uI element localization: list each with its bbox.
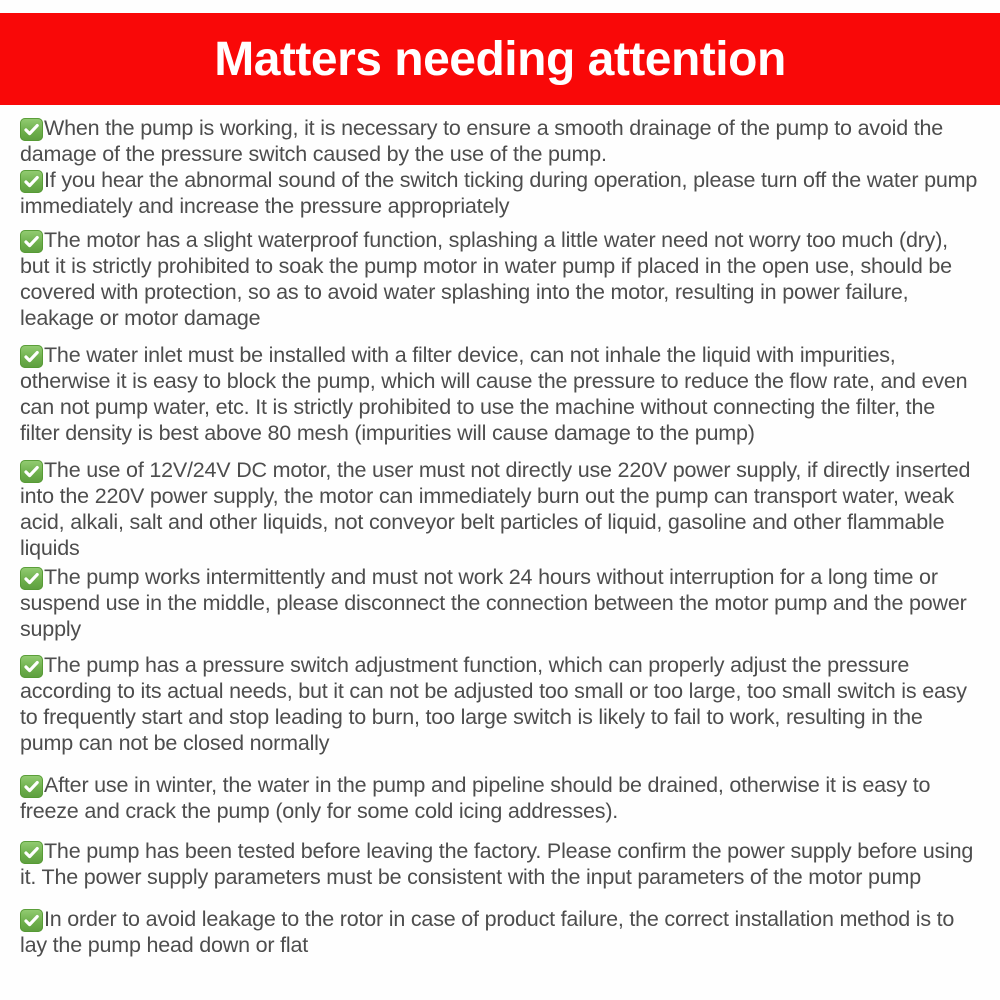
page-title: Matters needing attention	[214, 32, 786, 86]
green-check-icon	[20, 909, 43, 932]
header-banner	[0, 13, 1000, 105]
notes-list	[0, 105, 1000, 958]
note-text: The water inlet must be installed with a filter device, can not inhale the liquid with impurities, otherwise it is easy to block the pump, which will cause the pressure to reduce the flow rate, and even can not pump water, etc. It is strictly prohibited to use the machine without connecting the filter, the filter density is best above 80 mesh (impurities will cause damage to the pump)	[20, 343, 968, 445]
note-text: The use of 12V/24V DC motor, the user must not directly use 220V power supply, if directly inserted into the 220V power supply, the motor can immediately burn out the pump can transport water, weak acid, alkali, salt and other liquids, not conveyor belt particles of liquid, gasoline and other flammable liquids	[20, 458, 971, 560]
note-item	[20, 457, 980, 561]
green-check-icon	[20, 841, 43, 864]
note-text: If you hear the abnormal sound of the switch ticking during operation, please turn off the water pump immediately and increase the pressure appropriately	[20, 168, 978, 218]
green-check-icon	[20, 775, 43, 798]
note-item	[20, 167, 980, 219]
note-text: The pump works intermittently and must not work 24 hours without interruption for a long time or suspend use in the middle, please disconnect the connection between the motor pump and the power supply	[20, 565, 967, 641]
note-item	[20, 342, 980, 446]
note-text: The motor has a slight waterproof function, splashing a little water need not worry too much (dry), but it is strictly prohibited to soak the pump motor in water pump if placed in the open use, should be covered with protection, so as to avoid water splashing into the motor, resulting in power failure, leakage or motor damage	[20, 228, 952, 330]
note-text: After use in winter, the water in the pump and pipeline should be drained, otherwise it is easy to freeze and crack the pump (only for some cold icing addresses).	[20, 773, 931, 823]
note-text: The pump has been tested before leaving the factory. Please confirm the power supply before using it. The power supply parameters must be consistent with the input parameters of the motor pump	[20, 839, 974, 889]
green-check-icon	[20, 118, 43, 141]
green-check-icon	[20, 230, 43, 253]
note-item	[20, 772, 980, 824]
note-item	[20, 838, 980, 890]
note-text: When the pump is working, it is necessary to ensure a smooth drainage of the pump to avoid the damage of the pressure switch caused by the use of the pump.	[20, 116, 944, 166]
note-item	[20, 115, 980, 167]
note-item	[20, 906, 980, 958]
green-check-icon	[20, 460, 43, 483]
note-item	[20, 652, 980, 756]
note-text: In order to avoid leakage to the rotor in case of product failure, the correct installation method is to lay the pump head down or flat	[20, 907, 955, 957]
note-text: The pump has a pressure switch adjustment function, which can properly adjust the pressure according to its actual needs, but it can not be adjusted too small or too large, too small switch is easy to frequently start and stop leading to burn, too large switch is likely to fail to work, resulting in the pump can not be closed normally	[20, 653, 967, 755]
note-item	[20, 564, 980, 642]
green-check-icon	[20, 170, 43, 193]
green-check-icon	[20, 345, 43, 368]
green-check-icon	[20, 655, 43, 678]
note-item	[20, 227, 980, 331]
green-check-icon	[20, 567, 43, 590]
